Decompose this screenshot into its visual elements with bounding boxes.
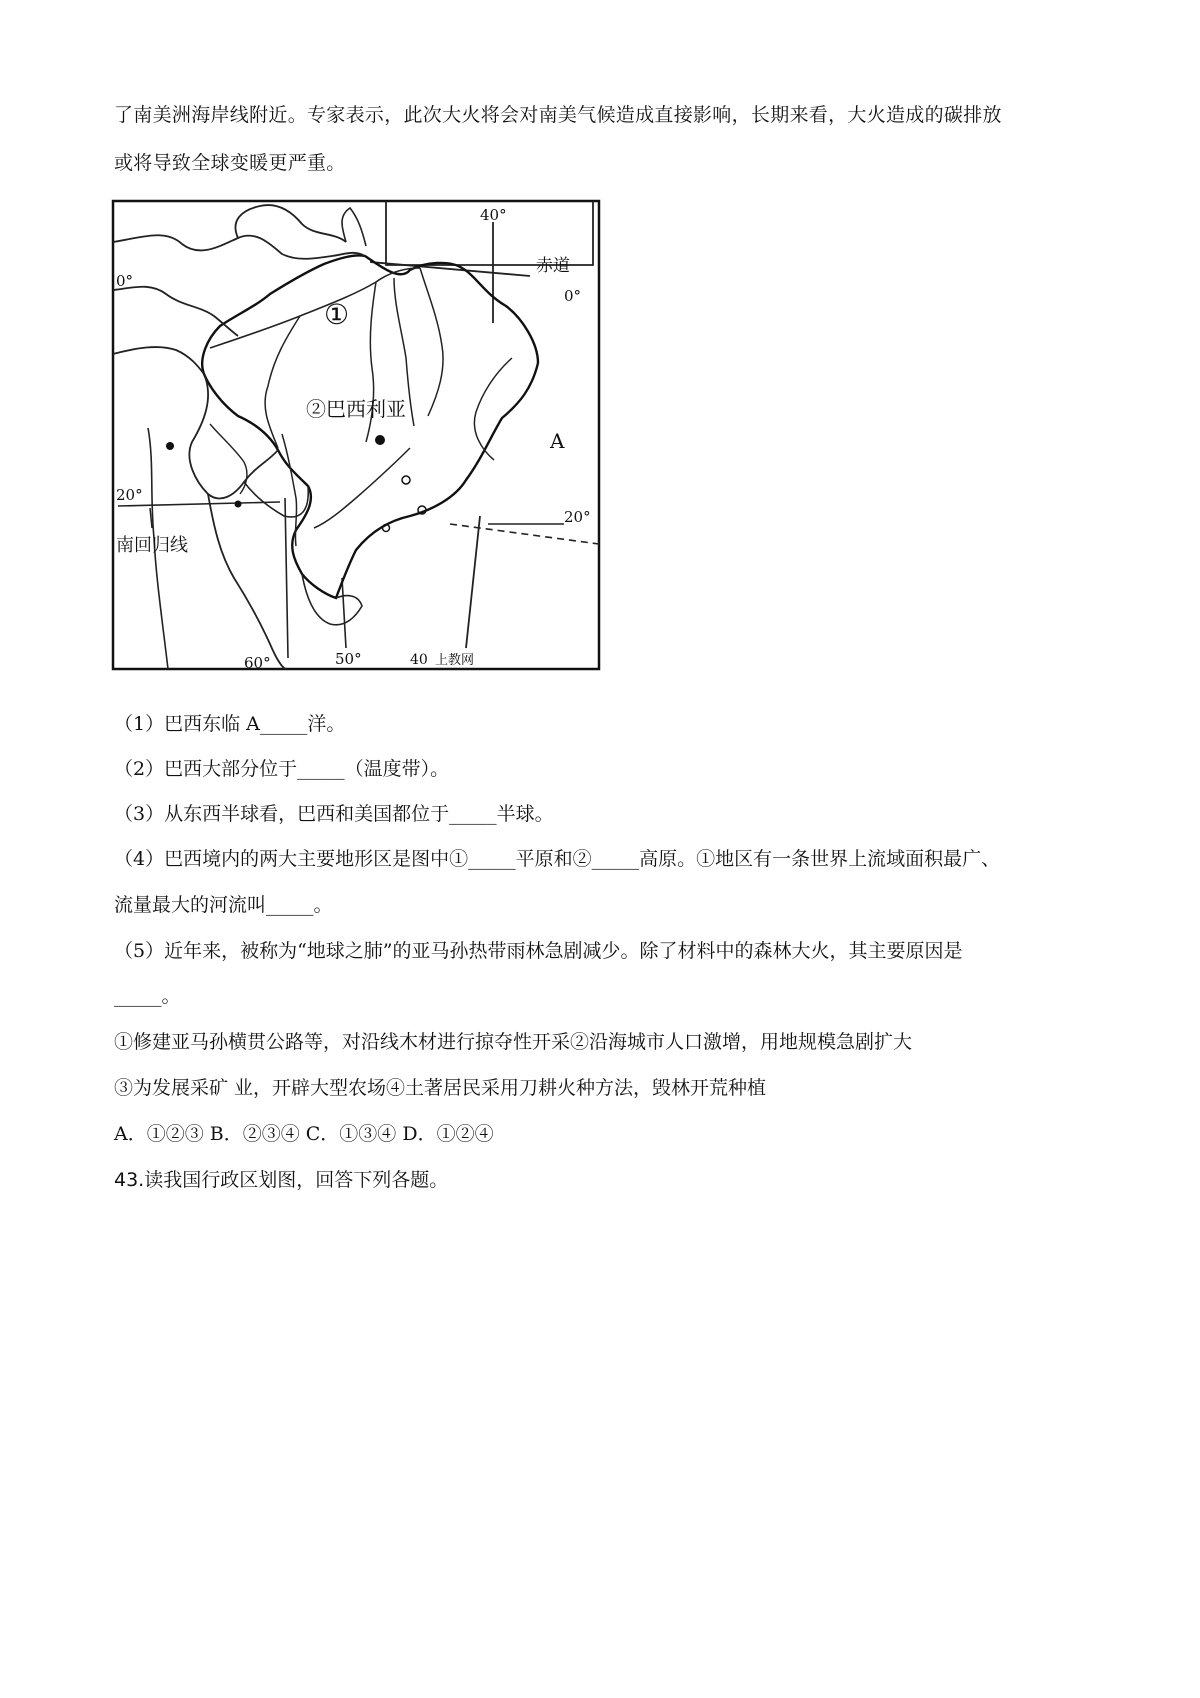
city-dot-4 xyxy=(166,442,174,450)
city-dot-1 xyxy=(402,476,410,484)
river-paraguay xyxy=(282,434,297,546)
question-4-line-1: （4）巴西境内的两大主要地形区是图中①_____平原和②_____高原。①地区有一条世界上流域面积最广、 xyxy=(114,848,1001,870)
border-paraguay xyxy=(244,482,308,517)
border-argentina xyxy=(208,494,286,669)
city-dot-5 xyxy=(235,501,242,508)
river-pilcomayo xyxy=(210,424,247,494)
meridian-40-south xyxy=(466,516,480,648)
question-5-line-1: （5）近年来，被称为“地球之肺”的亚马孙热带雨林急剧减少。除了材料中的森林大火，其主要原因是 xyxy=(114,940,963,962)
meridian-60 xyxy=(285,498,288,658)
river-madeira xyxy=(265,316,300,448)
river-parana xyxy=(314,448,410,528)
border-bolivia xyxy=(189,374,278,498)
question-1: （1）巴西东临 A_____洋。 xyxy=(114,713,346,735)
question-43: 43.读我国行政区划图，回答下列各题。 xyxy=(114,1169,449,1191)
label-20-left: 20° xyxy=(116,486,143,504)
label-60-bottom: 60° xyxy=(244,654,271,672)
label-0-right: 0° xyxy=(564,287,582,305)
label-equator: 赤道 xyxy=(536,256,570,276)
label-20-right: 20° xyxy=(564,508,591,526)
label-region-1: ① xyxy=(324,298,350,331)
question-4-line-2: 流量最大的河流叫_____。 xyxy=(114,894,333,916)
border-colombia xyxy=(113,287,238,336)
river-tocantins xyxy=(420,268,443,416)
question-2: （2）巴西大部分位于_____（温度带）。 xyxy=(114,758,450,780)
brazil-map xyxy=(110,198,604,674)
brasilia-dot xyxy=(375,435,385,445)
river-saofrancisco xyxy=(474,358,512,460)
reason-line-2: ③为发展采矿 业，开辟大型农场④土著居民采用刀耕火种方法，毁林开荒种植 xyxy=(114,1077,767,1099)
reason-line-1: ①修建亚马孙横贯公路等，对沿线木材进行掠夺性开采②沿海城市人口激增，用地规模急剧扩大 xyxy=(114,1031,913,1053)
label-50-bottom: 50° xyxy=(335,650,362,668)
label-tropic: 南回归线 xyxy=(116,535,188,556)
meridian-50 xyxy=(342,578,346,648)
border-guyana xyxy=(342,208,366,246)
border-peru xyxy=(113,347,204,374)
label-0-left: 0° xyxy=(116,272,134,290)
intro-line-2: 或将导致全球变暖更严重。 xyxy=(114,152,346,174)
intro-line-1: 了南美洲海岸线附近。专家表示，此次大火将会对南美气候造成直接影响，长期来看，大火造成的碳排放 xyxy=(114,104,1002,126)
question-5-line-2: _____。 xyxy=(114,985,181,1007)
label-40-top: 40° xyxy=(480,206,507,224)
label-watermark: 上教网 xyxy=(435,653,475,668)
river-amazon xyxy=(210,268,420,348)
answer-options: A．①②③ B．②③④ C．①③④ D．①②④ xyxy=(114,1123,494,1145)
label-ocean-a: A xyxy=(550,429,565,453)
label-region-2-brasilia: ②巴西利亚 xyxy=(306,397,406,421)
border-north xyxy=(113,235,365,259)
tropic-line xyxy=(450,524,599,544)
label-40-bottom: 40 xyxy=(410,652,428,668)
question-3: （3）从东西半球看，巴西和美国都位于_____半球。 xyxy=(114,803,554,825)
